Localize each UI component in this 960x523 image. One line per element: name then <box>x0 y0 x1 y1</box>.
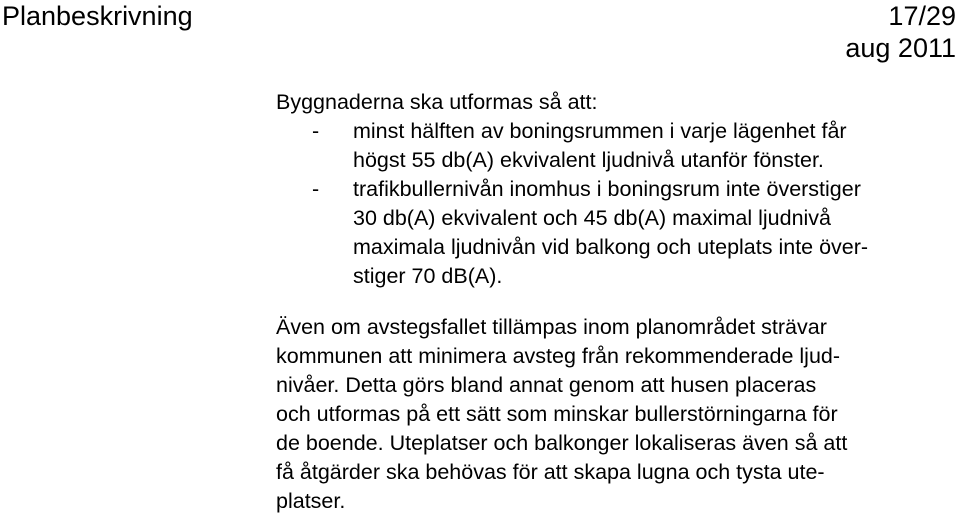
bullet-line: minst hälften av boningsrummen i varje lägenhet får <box>353 119 847 143</box>
page-number: 17/29 <box>888 1 956 31</box>
paragraph-line: nivåer. Detta görs bland annat genom att husen placeras <box>276 373 817 397</box>
bullet-item <box>276 117 946 175</box>
bullet-line: maximala ljudnivån vid balkong och uteplats inte över- <box>353 235 869 259</box>
bullet-line: 30 db(A) ekvivalent och 45 db(A) maximal ljudnivå <box>353 206 832 230</box>
paragraph <box>276 313 946 516</box>
paragraph-line: platser. <box>276 489 346 513</box>
intro-line: Byggnaderna ska utformas så att: <box>276 90 598 114</box>
paragraph-line: kommunen att minimera avsteg från rekommenderade ljud- <box>276 344 841 368</box>
bullet-line: stiger 70 dB(A). <box>353 264 503 288</box>
page-info <box>845 0 956 64</box>
document-title: Planbeskrivning <box>2 1 193 31</box>
document-body <box>276 88 946 516</box>
paragraph-line: Även om avstegsfallet tillämpas inom planområdet strävar <box>276 315 827 339</box>
paragraph-line: och utformas på ett sätt som minskar bullerstörningarna för <box>276 402 838 426</box>
bullet-line: högst 55 db(A) ekvivalent ljudnivå utanför fönster. <box>353 148 824 172</box>
paragraph-line: de boende. Uteplatser och balkonger lokaliseras även så att <box>276 431 848 455</box>
paragraph-line: få åtgärder ska behövas för att skapa lugna och tysta ute- <box>276 460 825 484</box>
bullet-line: trafikbullernivån inomhus i boningsrum inte överstiger <box>353 177 861 201</box>
bullet-item <box>276 175 946 291</box>
bullet-dash: - <box>312 177 320 201</box>
document-date: aug 2011 <box>845 33 956 63</box>
bullet-dash: - <box>312 119 320 143</box>
